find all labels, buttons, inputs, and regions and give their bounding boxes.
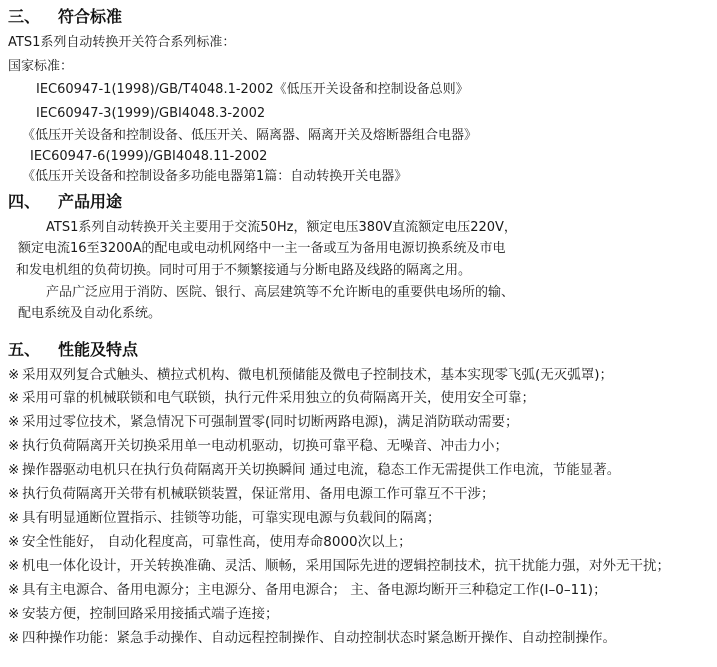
feature-text: 安装方便，控制回路采用接插式端子连接； — [22, 606, 279, 622]
usage-line: 额定电流16至3200A的配电或电动机网络中一主一备或互为备用电源切换系统及市电 — [18, 241, 506, 256]
reference-mark-icon: ※ — [8, 367, 20, 383]
standard-line: 《低压开关设备和控制设备、低压开关、隔离器、隔离开关及熔断器组合电器》 — [22, 128, 478, 143]
feature-item — [8, 437, 508, 455]
reference-mark-icon: ※ — [8, 486, 20, 502]
reference-mark-icon: ※ — [8, 630, 20, 646]
standard-line: IEC60947-6(1999)/GBI4048.11-2002 — [30, 149, 268, 164]
section5-title: 性能及特点 — [58, 340, 139, 359]
feature-text: 具有明显通断位置指示、挂锁等功能，可靠实现电源与负载间的隔离； — [22, 510, 441, 526]
section3-title: 符合标准 — [58, 7, 123, 26]
usage-line: 配电系统及自动化系统。 — [18, 306, 162, 321]
section4-heading — [8, 192, 122, 212]
section3-heading — [8, 7, 122, 27]
feature-item — [8, 533, 412, 551]
feature-text: 安全性能好， 自动化程度高，可靠性高，使用寿命8000次以上； — [22, 534, 412, 550]
feature-item — [8, 389, 535, 407]
feature-text: 具有主电源合、备用电源分；主电源分、备用电源合； 主、备电源均断开三种稳定工作(I–0–11)； — [22, 582, 607, 598]
reference-mark-icon: ※ — [8, 534, 20, 550]
section4-number: 四、 — [8, 192, 41, 211]
feature-text: 四种操作功能：紧急手动操作、自动远程控制操作、自动控制状态时紧急断开操作、自动控制操作。 — [22, 630, 616, 646]
usage-line: 和发电机组的负荷切换。同时可用于不频繁接通与分断电路及线路的隔离之用。 — [16, 263, 472, 278]
national-standard-label: 国家标准： — [8, 59, 74, 74]
standard-line: 《低压开关设备和控制设备多功能电器第1篇：自动转换开关电器》 — [22, 169, 408, 184]
reference-mark-icon: ※ — [8, 462, 20, 478]
section4-title: 产品用途 — [58, 192, 123, 211]
feature-item — [8, 629, 616, 647]
feature-item — [8, 485, 495, 503]
standard-line: IEC60947-1(1998)/GB/T4048.1-2002《低压开关设备和控制设备总则》 — [36, 82, 469, 97]
section5-heading — [8, 340, 138, 360]
section3-number: 三、 — [8, 7, 41, 26]
feature-item — [8, 413, 519, 431]
reference-mark-icon: ※ — [8, 558, 20, 574]
feature-text: 执行负荷隔离开关切换采用单一电动机驱动，切换可靠平稳、无噪音、冲击力小； — [22, 438, 508, 454]
reference-mark-icon: ※ — [8, 438, 20, 454]
feature-item — [8, 461, 620, 479]
feature-text: 操作器驱动电机只在执行负荷隔离开关切换瞬间 通过电流，稳态工作无需提供工作电流，节能显著。 — [22, 462, 621, 478]
usage-line: ATS1系列自动转换开关主要用于交流50Hz，额定电压380V直流额定电压220V， — [46, 220, 517, 235]
section5-number: 五、 — [8, 340, 41, 359]
usage-line: 产品广泛应用于消防、医院、银行、高层建筑等不允许断电的重要供电场所的输、 — [46, 285, 515, 300]
reference-mark-icon: ※ — [8, 606, 20, 622]
standard-line: IEC60947-3(1999)/GBI4048.3-2002 — [36, 106, 266, 121]
feature-text: 机电一体化设计，开关转换准确、灵活、顺畅，采用国际先进的逻辑控制技术，抗干扰能力强，对外无干扰； — [22, 558, 670, 574]
reference-mark-icon: ※ — [8, 582, 20, 598]
feature-text: 采用过零位技术，紧急情况下可强制置零(同时切断两路电源)，满足消防联动需要； — [22, 414, 519, 430]
feature-text: 执行负荷隔离开关带有机械联锁装置，保证常用、备用电源工作可靠互不干涉； — [22, 486, 495, 502]
feature-item — [8, 605, 279, 623]
feature-item — [8, 509, 441, 527]
section3-intro: ATS1系列自动转换开关符合系列标准： — [8, 35, 236, 50]
feature-item — [8, 581, 607, 599]
feature-item — [8, 557, 670, 575]
reference-mark-icon: ※ — [8, 414, 20, 430]
feature-item — [8, 366, 613, 384]
reference-mark-icon: ※ — [8, 390, 20, 406]
reference-mark-icon: ※ — [8, 510, 20, 526]
feature-text: 采用双列复合式触头、横拉式机构、微电机预储能及微电子控制技术，基本实现零飞弧(无灭弧罩)； — [22, 367, 614, 383]
feature-text: 采用可靠的机械联锁和电气联锁，执行元件采用独立的负荷隔离开关，使用安全可靠； — [22, 390, 535, 406]
